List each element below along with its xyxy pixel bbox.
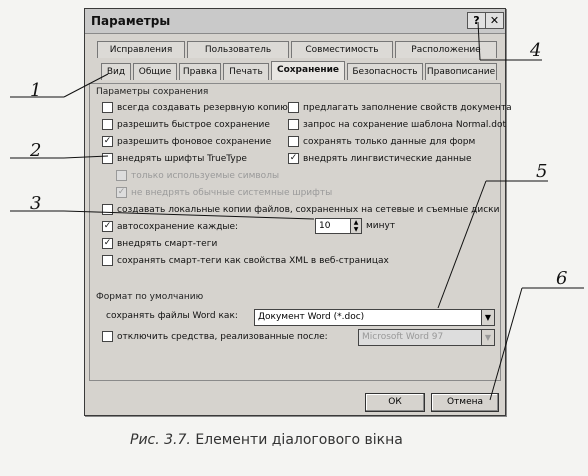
tab-spelling[interactable]: Правописание xyxy=(425,63,497,80)
cancel-button[interactable]: Отмена xyxy=(431,393,499,412)
tab-corrections[interactable]: Исправления xyxy=(97,41,185,58)
window-title: Параметры xyxy=(91,14,171,28)
checkbox-checked[interactable]: ✓ xyxy=(103,136,112,146)
tab-layout[interactable]: Расположение xyxy=(395,41,497,58)
callout-2: 2 xyxy=(30,140,42,161)
option-backup-copy[interactable]: всегда создавать резервную копию xyxy=(102,102,288,113)
callout-5: 5 xyxy=(536,161,548,182)
option-no-system-fonts: ✓ не внедрять обычные системные шрифты xyxy=(117,187,333,198)
figure-caption xyxy=(130,432,403,448)
option-autosave[interactable]: ✓ автосохранение каждые: xyxy=(103,221,239,232)
caption-prefix: Рис. 3.7. xyxy=(130,432,191,448)
tab-edit[interactable]: Правка xyxy=(179,63,221,80)
option-used-chars-only: только используемые символы xyxy=(116,170,279,181)
option-smart-tags-xml[interactable]: сохранять смарт-теги как свойства XML в веб-страницах xyxy=(102,255,389,266)
option-linguistic-data[interactable]: ✓ внедрять лингвистические данные xyxy=(289,153,472,164)
option-prompt-normal[interactable]: запрос на сохранение шаблона Normal.dot xyxy=(288,119,506,130)
option-smart-tags[interactable]: ✓ внедрять смарт-теги xyxy=(103,238,218,249)
option-embed-truetype[interactable]: внедрять шрифты TrueType xyxy=(102,153,247,164)
chevron-down-icon: ▼ xyxy=(481,330,494,345)
default-format-heading: Формат по умолчанию xyxy=(96,292,204,302)
help-button[interactable]: ? xyxy=(467,12,486,29)
callout-6: 6 xyxy=(556,268,568,289)
tab-compatibility[interactable]: Совместимость xyxy=(291,41,393,58)
callout-4: 4 xyxy=(530,40,542,61)
option-disable-features[interactable]: отключить средства, реализованные после: xyxy=(102,331,328,342)
tab-general[interactable]: Общие xyxy=(133,63,177,80)
option-background-save[interactable]: ✓ разрешить фоновое сохранение xyxy=(103,136,272,147)
chevron-down-icon[interactable]: ▼ xyxy=(481,310,494,325)
checkbox-checked[interactable]: ✓ xyxy=(103,221,112,231)
spinner-value: 10 xyxy=(319,221,331,231)
option-prompt-properties[interactable]: предлагать заполнение свойств документа xyxy=(288,102,512,113)
tab-user[interactable]: Пользователь xyxy=(187,41,289,58)
checkbox-disabled-checked: ✓ xyxy=(117,187,126,197)
caption-text: Елементи діалогового вікна xyxy=(195,432,403,448)
disable-after-value: Microsoft Word 97 xyxy=(362,332,444,342)
save-as-label: сохранять файлы Word как: xyxy=(106,311,238,321)
tab-view[interactable]: Вид xyxy=(101,63,131,80)
save-options-heading: Параметры сохранения xyxy=(96,87,209,97)
spinner-arrows-icon[interactable]: ▲ ▼ xyxy=(350,219,361,233)
callout-1: 1 xyxy=(30,80,42,101)
tab-save[interactable]: Сохранение xyxy=(271,61,345,80)
autosave-unit: минут xyxy=(366,221,396,231)
ok-button[interactable]: ОК xyxy=(365,393,425,412)
checkbox-checked[interactable]: ✓ xyxy=(103,238,112,248)
callout-3: 3 xyxy=(30,193,42,214)
save-as-value: Документ Word (*.doc) xyxy=(258,312,365,322)
option-fast-save[interactable]: разрешить быстрое сохранение xyxy=(102,119,270,130)
tab-security[interactable]: Безопасность xyxy=(347,63,423,80)
tab-print[interactable]: Печать xyxy=(223,63,269,80)
checkbox-checked[interactable]: ✓ xyxy=(289,153,298,163)
close-button[interactable]: ✕ xyxy=(485,12,504,29)
option-local-copies[interactable]: создавать локальные копии файлов, сохраненных на сетевые и съемные диски xyxy=(102,204,499,215)
option-form-data-only[interactable]: сохранять только данные для форм xyxy=(288,136,475,147)
